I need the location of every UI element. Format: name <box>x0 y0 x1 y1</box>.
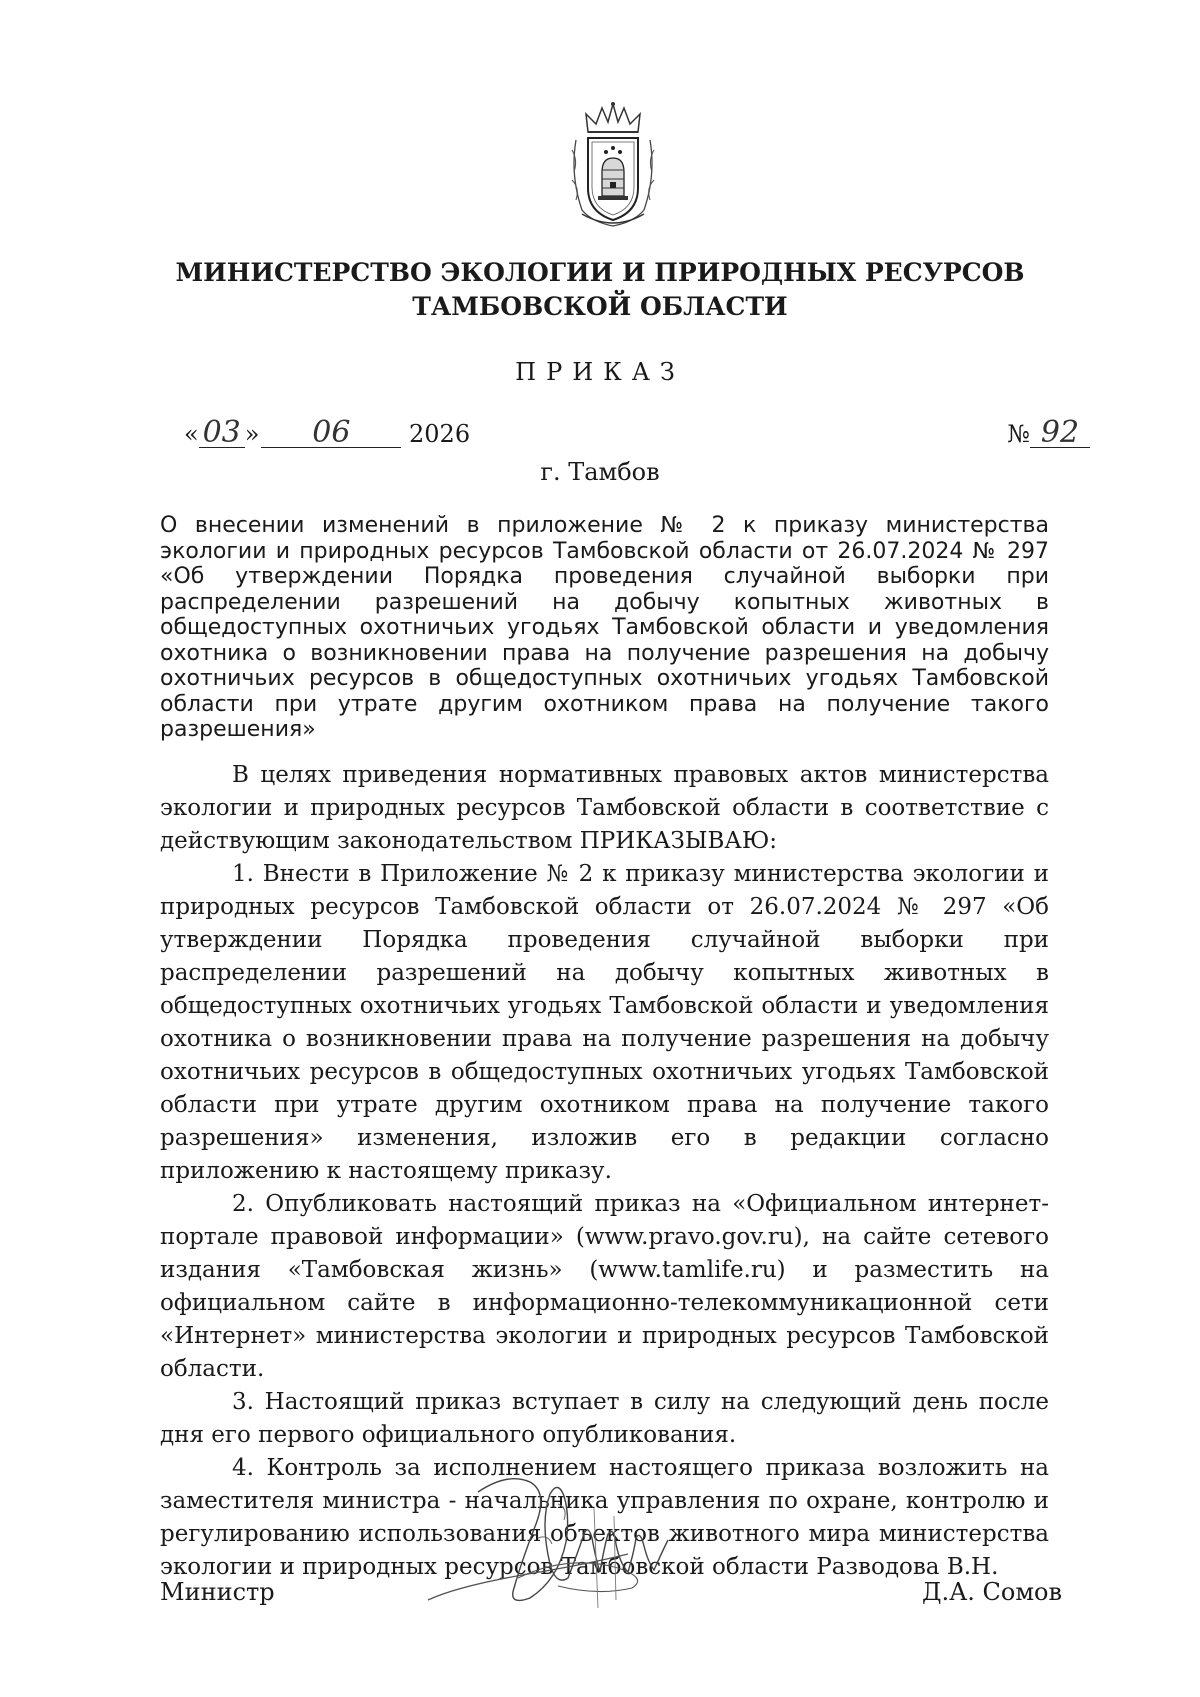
order-item-1: 1. Внести в Приложение № 2 к приказу министерства экологии и природных ресурсов Тамбовской области от 26.07.2024 № 297 «Об утверждении Порядка проведения случайной выборки при распределении разрешений на добычу копытных животных в общедоступных охотничьих угодьях Тамбовской области и уведомления охотника о возникновении права на получение разрешения на добычу охотничьих ресурсов в общедоступных охотничьих угодьях Тамбовской области при утрате другим охотником права на получение такого разрешения» изменения, изложив его в редакции согласно приложению к настоящему приказу. <box>160 861 1049 1184</box>
ministry-name-line1: МИНИСТЕРСТВО ЭКОЛОГИИ И ПРИРОДНЫХ РЕСУРСОВ <box>175 258 1025 287</box>
order-subject: О внесении изменений в приложение № 2 к приказу министерства экологии и природных ресурсов Тамбовской области от 26.07.2024 № 297 «Об утверждении Порядка проведения случайной выборки при распределении разрешений на добычу копытных животных в общедоступных охотничьих угодьях Тамбовской области и уведомления охотника о возникновении права на получение разрешения на добычу охотничьих ресурсов в общедоступных охотничьих угодьях Тамбовской области при утрате другим охотником права на получение такого разрешения» <box>160 513 1049 742</box>
signatory-position: Министр <box>160 1578 275 1606</box>
coat-of-arms-icon <box>568 100 658 230</box>
date-day: 03 <box>199 419 245 448</box>
date-open-quote: « <box>184 420 199 448</box>
date-close-quote: » <box>244 420 260 448</box>
preamble: В целях приведения нормативных правовых актов министерства экологии и природных ресурсов Тамбовской области в соответствие с действующим законодательством ПРИКАЗЫВАЮ: <box>160 762 1049 854</box>
order-item-2: 2. Опубликовать настоящий приказ на «Официальном интернет-портале правовой информации» (www.pravo.gov.ru), на сайте сетевого издания «Тамбовская жизнь» (www.tamlife.ru) и разместить на официальном сайте в информационно-телекоммуникационной сети «Интернет» министерства экологии и природных ресурсов Тамбовской области. <box>160 1191 1049 1382</box>
number-value: 92 <box>1030 419 1090 448</box>
date-year: 2026 <box>409 420 471 448</box>
order-item-3: 3. Настоящий приказ вступает в силу на следующий день после дня его первого официального опубликования. <box>160 1389 1049 1448</box>
order-date <box>184 415 471 450</box>
number-label: № <box>1007 420 1030 448</box>
ministry-name-line2: ТАМБОВСКОЙ ОБЛАСТИ <box>412 292 788 321</box>
order-item-4: 4. Контроль за исполнением настоящего приказа возложить на заместителя министра - начальника управления по охране, контролю и регулированию использования объектов животного мира министерства экологии и природных ресурсов Тамбовской области Разводова В.Н. <box>160 1455 1049 1580</box>
document-type-title: ПРИКАЗ <box>515 358 685 386</box>
order-body <box>160 759 1049 1584</box>
handwritten-signature-icon <box>418 1468 738 1618</box>
city: г. Тамбов <box>540 458 660 486</box>
order-number <box>1007 415 1090 450</box>
date-month: 06 <box>261 419 401 448</box>
signatory-name: Д.А. Сомов <box>921 1578 1062 1606</box>
